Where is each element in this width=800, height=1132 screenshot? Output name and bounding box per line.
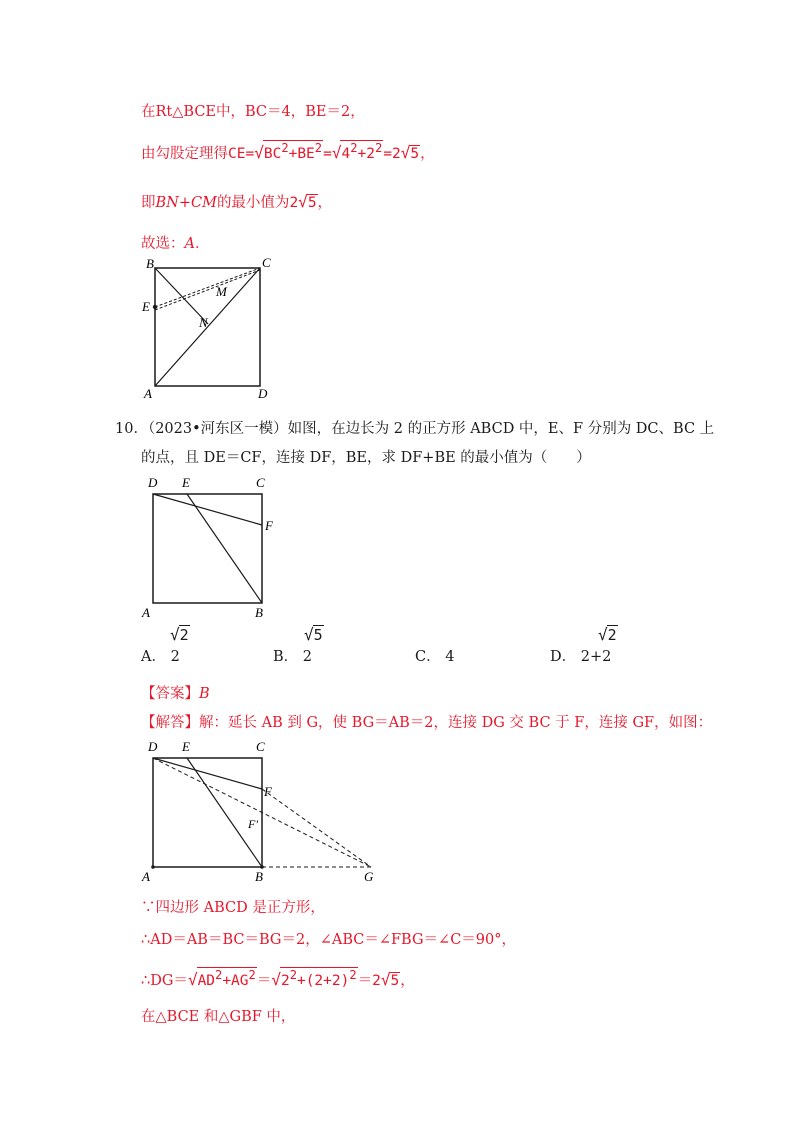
option-a[interactable]: A． 2 <box>141 649 180 665</box>
answer-value: B <box>199 686 210 702</box>
sol9-line2-prefix: 由勾股定理得 <box>141 145 228 162</box>
q10-number: 10． <box>115 421 148 437</box>
solution-line1: 【解答】解：延长 AB 到 G，使 BG＝AB＝2，连接 DG 交 BC 于 F，连接 GF，如图： <box>141 715 713 731</box>
fig1-label: M <box>216 284 227 299</box>
sol9-line1: 在Rt△BCE中，BC＝4，BE＝2， <box>141 104 365 120</box>
q10-line2: 的点，且 DE＝CF，连接 DF，BE，求 DF+BE 的最小值为（ ） <box>141 450 591 466</box>
answer-line <box>141 682 210 703</box>
sol9-expr: BN+CM <box>155 195 217 211</box>
solution-formula-dg: $√AD^2+AG^2=√2^2+(2+2)^2=2√5$ <box>187 968 400 989</box>
option-a-root: √2 <box>170 625 189 644</box>
q10-line1: 10．（2023•河东区一模）如图，在边长为 2 的正方形 ABCD 中，E、F 分别为 DC、BC 上 <box>115 421 715 437</box>
sol9-formula-ce: $CE=√BC^2+BE^2=√4^2+2^2=2√5$ <box>228 141 420 162</box>
option-d[interactable]: D． 2+2 <box>550 649 612 665</box>
solution-tag: 【解答】 <box>141 715 199 731</box>
fig1-label: E <box>142 299 150 314</box>
fig2-label: A <box>142 605 150 620</box>
fig3-label: G <box>364 869 374 884</box>
solution-line4: $\therefore DG=√AD^2+AG^2=√2^2+(2+2)^2=2√5$， <box>141 968 415 989</box>
fig2-label: C <box>256 475 265 490</box>
fig3-label: C <box>256 739 265 754</box>
fig3-label: F <box>264 784 272 799</box>
solution-line5: 在△BCE 和△GBF 中， <box>141 1009 296 1025</box>
fig2-label: E <box>182 475 190 490</box>
option-b[interactable]: B． 2 <box>273 649 312 665</box>
fig1-label: N <box>199 315 208 330</box>
figure-extended-square <box>138 736 388 886</box>
option-c[interactable]: C． 4 <box>415 649 455 665</box>
sol9-min-value: 2√5 <box>289 192 317 211</box>
fig3-label: A <box>142 869 150 884</box>
solution-line3: ∴AD＝AB＝BC＝BG＝2，∠ABC＝∠FBG＝∠C＝90°， <box>141 932 517 948</box>
fig2-label: F <box>265 518 273 533</box>
fig2-label: B <box>255 605 263 620</box>
sol9-line4: 故选：A． <box>141 236 210 252</box>
option-b-root: √5 <box>304 625 323 644</box>
answer-tag: 【答案】 <box>141 686 199 702</box>
fig2-label: D <box>148 475 158 490</box>
figure-square-bcda <box>130 252 290 402</box>
solution-line2: ∵四边形 ABCD 是正方形， <box>141 900 325 916</box>
fig1-label: B <box>146 256 154 271</box>
fig3-label: D <box>148 739 158 754</box>
sol9-line3: 即BN+CM的最小值为2√5， <box>141 192 333 211</box>
fig3-label: E <box>182 739 190 754</box>
figure-square-dcab <box>138 472 288 620</box>
option-d-root: √2 <box>598 625 617 644</box>
fig1-label: A <box>144 386 152 401</box>
fig3-label: B <box>255 869 263 884</box>
sol9-line2: 由勾股定理得$CE=√BC^2+BE^2=√4^2+2^2=2√5$， <box>141 141 435 162</box>
fig1-label: D <box>258 386 268 401</box>
fig1-label: C <box>262 255 271 270</box>
fig3-label: F' <box>248 817 258 831</box>
